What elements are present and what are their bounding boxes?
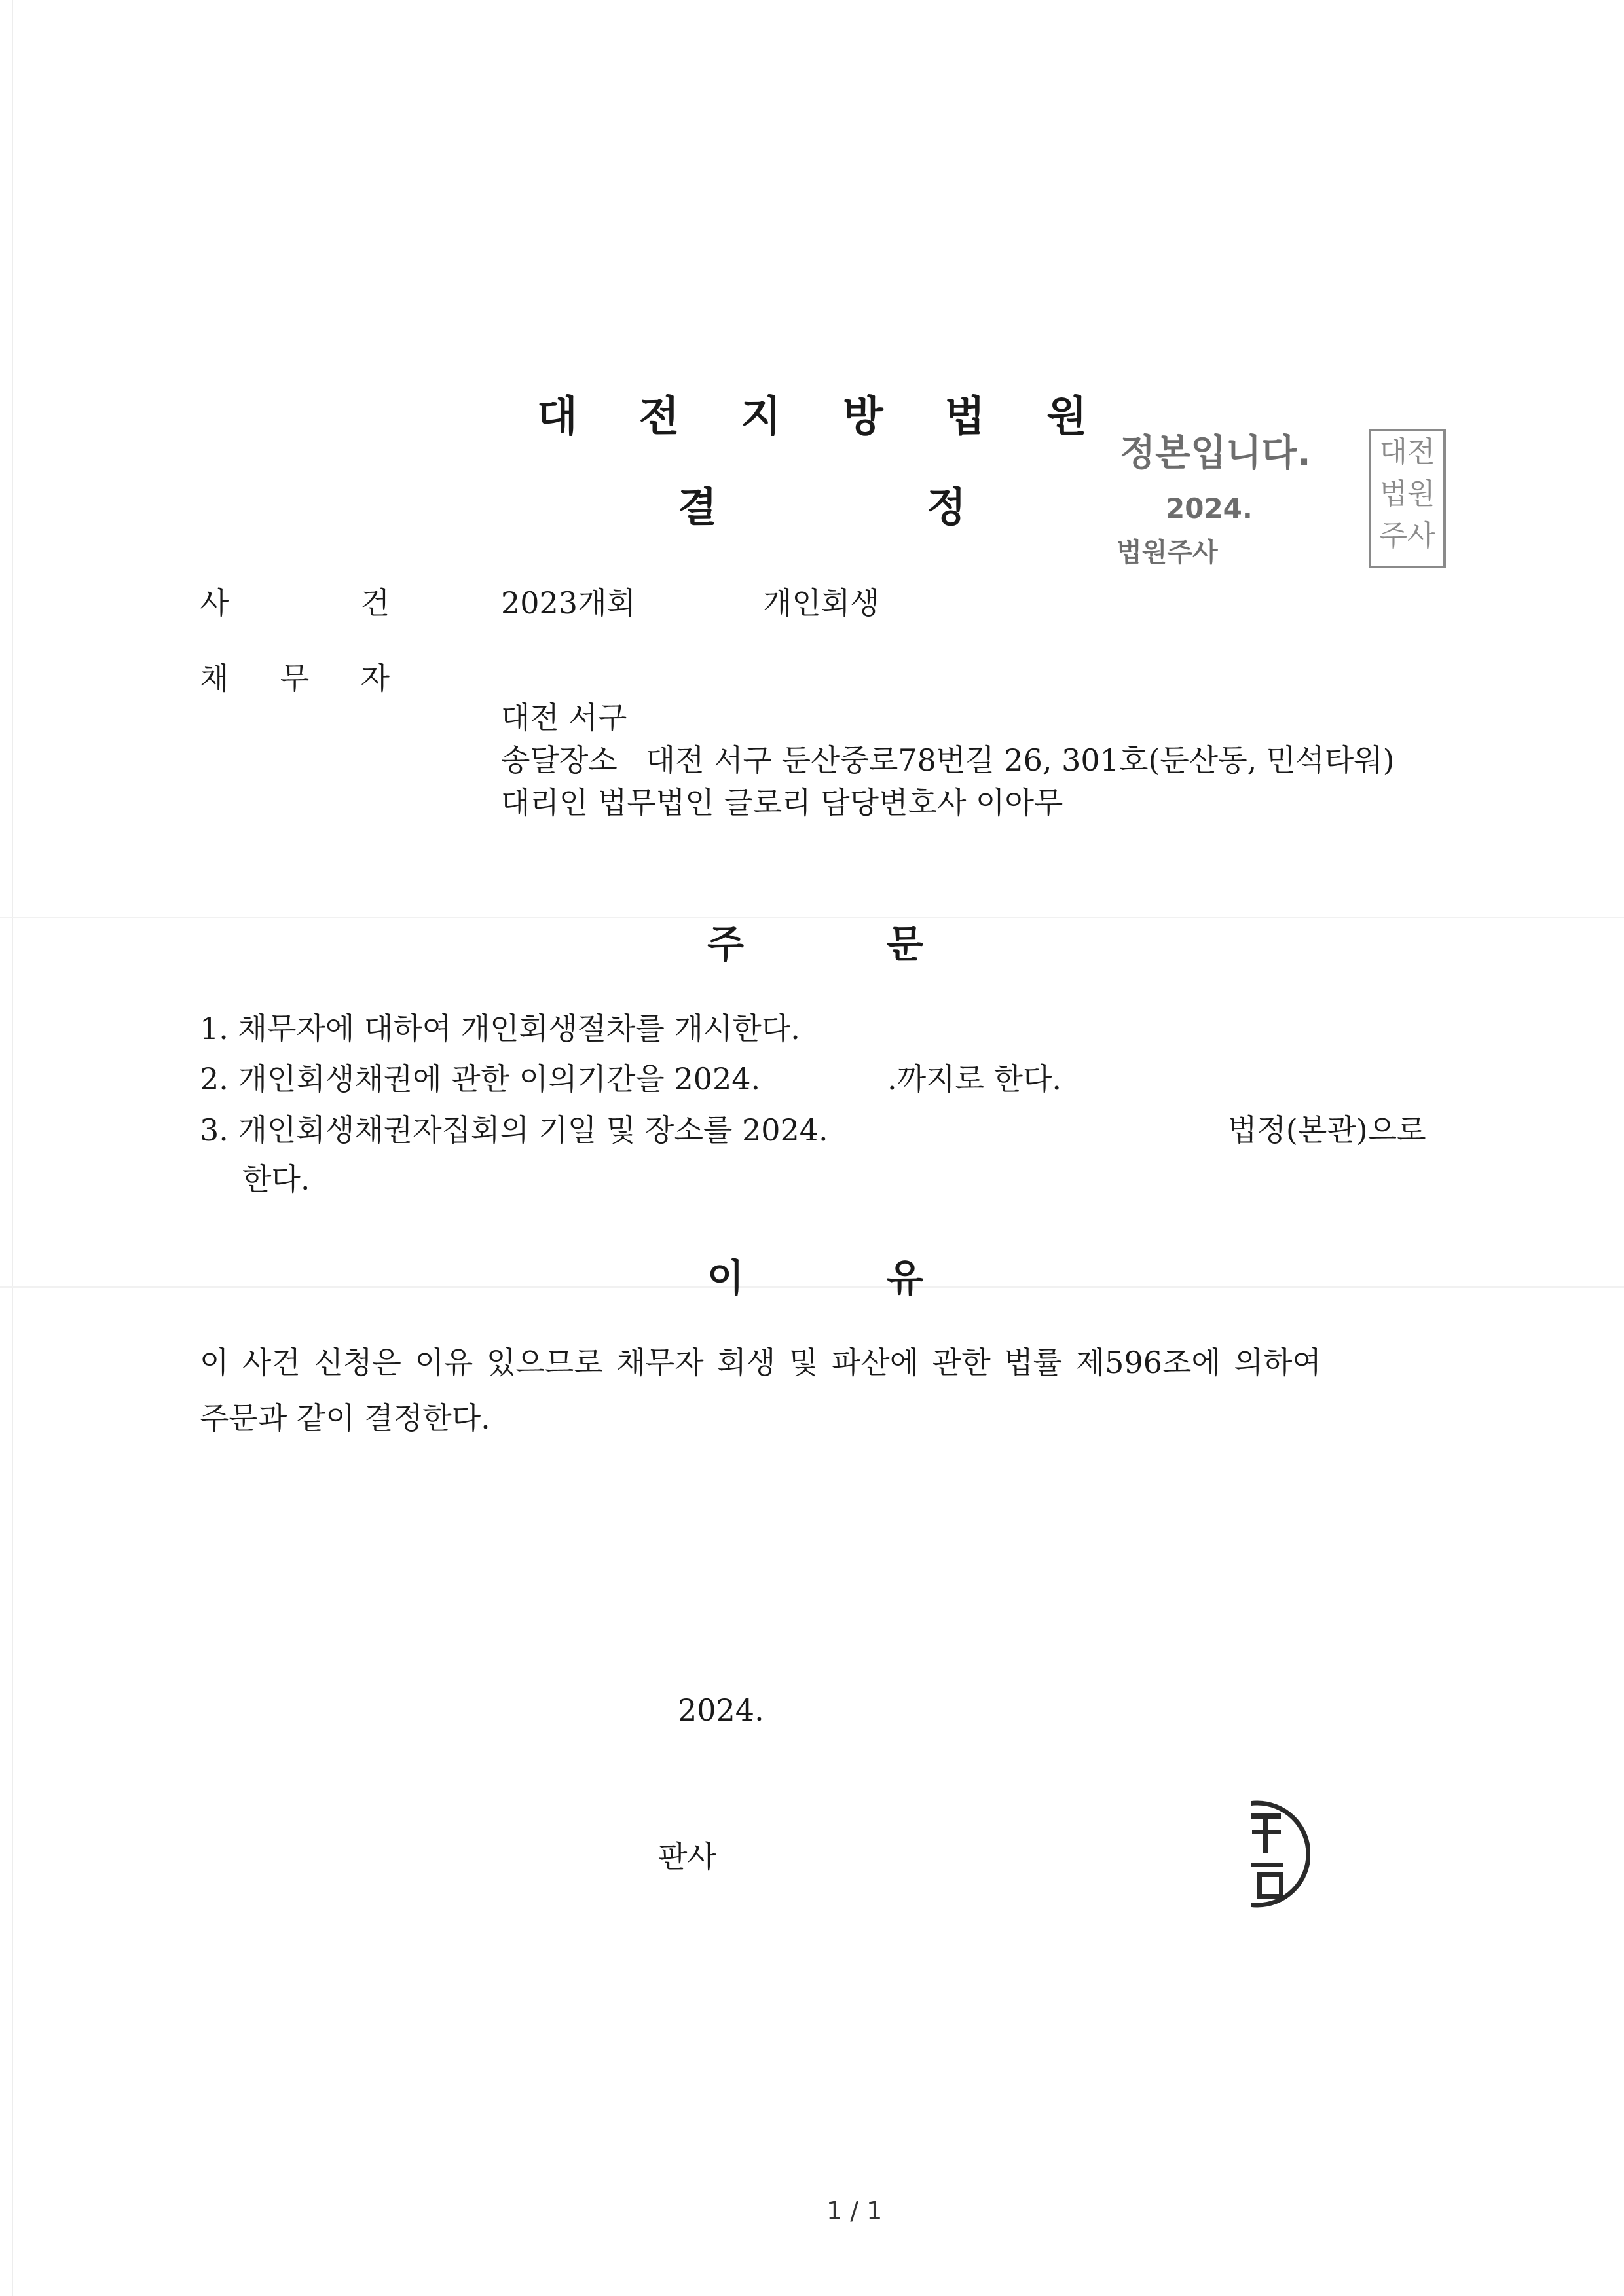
reason-title	[707, 1247, 923, 1302]
certified-copy-date: 2024.	[1166, 492, 1253, 524]
certified-copy-text: 정본입니다.	[1120, 432, 1311, 475]
case-label-char: 건	[360, 585, 390, 621]
order-title-char: 주	[707, 922, 745, 966]
debtor-label-char: 채	[200, 661, 229, 696]
order-item-2: 2. 개인회생채권에 관한 이의기간을 2024.	[200, 1061, 761, 1097]
scan-edge	[12, 0, 13, 2296]
seal-line: 법원	[1379, 477, 1435, 511]
document-title	[678, 475, 966, 533]
seal-line: 대전	[1379, 435, 1435, 469]
order-item-1: 1. 채무자에 대하여 개인회생절차를 개시한다.	[200, 1011, 800, 1046]
case-label	[200, 579, 390, 623]
debtor-label-char: 자	[360, 661, 390, 696]
order-item-2-end: .까지로 한다.	[887, 1061, 1062, 1097]
page-number: 1 / 1	[826, 2196, 883, 2225]
case-number: 2023개회	[501, 585, 636, 621]
debtor-label-char: 무	[280, 661, 310, 696]
court-name-char: 법	[944, 392, 986, 441]
certified-copy-clerk: 법원주사	[1116, 538, 1218, 568]
order-title-char: 문	[886, 922, 923, 966]
seal-line: 주사	[1379, 519, 1435, 553]
order-item-3-continuation: 한다.	[242, 1161, 310, 1197]
order-item-3-end: 법정(본관)으로	[1228, 1112, 1426, 1148]
reason-title-char: 이	[707, 1256, 745, 1300]
reason-text-line-2: 주문과 같이 결정한다.	[200, 1400, 490, 1436]
debtor-service-address: 송달장소 대전 서구 둔산중로78번길 26, 301호(둔산동, 민석타워)	[501, 742, 1395, 778]
case-type: 개인회생	[763, 585, 879, 621]
case-label-char: 사	[200, 585, 229, 621]
court-name-char: 원	[1046, 392, 1087, 441]
order-title	[707, 913, 923, 968]
decision-date: 2024.	[678, 1692, 764, 1728]
court-clerk-seal	[1369, 429, 1446, 568]
court-name-char: 지	[741, 392, 782, 441]
debtor-agent: 대리인 법무법인 글로리 담당변호사 이아무	[501, 785, 1063, 820]
court-name	[537, 383, 1087, 443]
document-title-char: 결	[678, 483, 717, 531]
order-item-3: 3. 개인회생채권자집회의 기일 및 장소를 2024.	[200, 1112, 828, 1148]
court-name-char: 전	[638, 392, 680, 441]
judge-label: 판사	[658, 1839, 716, 1874]
reason-title-char: 유	[886, 1256, 923, 1300]
judge-seal	[1251, 1794, 1310, 1915]
debtor-address: 대전 서구	[501, 700, 627, 735]
reason-text-line-1: 이 사건 신청은 이유 있으므로 채무자 회생 및 파산에 관한 법률 제596조에 의하여	[200, 1345, 1321, 1380]
court-name-char: 방	[842, 392, 883, 441]
debtor-label	[200, 655, 390, 698]
document-title-char: 정	[927, 483, 966, 531]
court-name-char: 대	[537, 392, 578, 441]
